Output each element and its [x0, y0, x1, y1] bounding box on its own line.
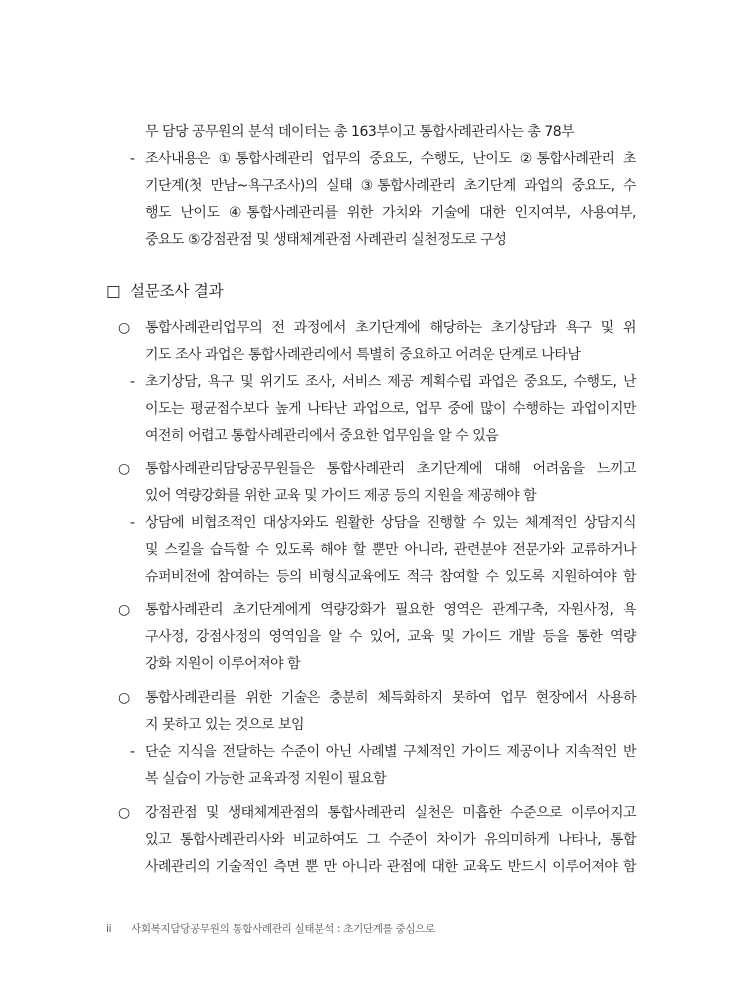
intro-line: 무 담당 공무원의 분석 데이터는 총 163부이고 통합사례관리사는 총 78부 [145, 124, 575, 140]
finding-line: 통합사례관리 초기단계에게 역량강화가 필요한 영역은 관계구축, 자원사정, 욕 [145, 602, 636, 618]
finding-line: 있어 역량강화를 위한 교육 및 가이드 제공 등의 지원을 제공해야 함 [145, 488, 537, 504]
dash-marker: - [130, 151, 136, 167]
finding-detail-line: 슈퍼비전에 참여하는 등의 비형식교육에도 적극 참여할 수 있도록 지원하여야 함 [145, 569, 636, 585]
footer-page-number: ii [106, 923, 112, 935]
finding-detail-line: 여전히 어렵고 통합사례관리에서 중요한 업무임을 알 수 있음 [145, 428, 499, 444]
circle-bullet: ○ [118, 461, 131, 477]
finding-line: 강점관점 및 생태체계관점의 통합사례관리 실천은 미흡한 수준으로 이루어지고 [145, 805, 636, 821]
finding-detail-line: 초기상담, 욕구 및 위기도 조사, 서비스 제공 계획수립 과업은 중요도, 수행도, 난 [145, 374, 636, 390]
finding-line: 지 못하고 있는 것으로 보임 [145, 717, 305, 733]
intro-line: 기단계(첫 만남~욕구조사)의 실태 ③통합사례관리 초기단계 과업의 중요도, 수 [145, 178, 636, 194]
circle-bullet: ○ [118, 602, 131, 618]
dash-marker: - [130, 515, 136, 531]
finding-line: 통합사례관리를 위한 기술은 충분히 체득화하지 못하여 업무 현장에서 사용하 [145, 690, 636, 706]
finding-line: 있고 통합사례관리사와 비교하여도 그 수준이 차이가 유의미하게 나타나, 통합 [145, 832, 636, 848]
finding-detail-line: 상담에 비협조적인 대상자와도 원활한 상담을 진행할 수 있는 체계적인 상담지식 [145, 515, 636, 531]
circle-bullet: ○ [118, 690, 131, 706]
finding-line: 사례관리의 기술적인 측면 뿐 만 아니라 관점에 대한 교육도 반드시 이루어져야 함 [145, 859, 636, 875]
section-heading: 설문조사 결과 [130, 282, 224, 300]
circle-bullet: ○ [118, 805, 131, 821]
circle-bullet: ○ [118, 320, 131, 336]
intro-line: 행도 난이도 ④통합사례관리를 위한 가치와 기술에 대한 인지여부, 사용여부, [145, 205, 636, 221]
dash-marker: - [130, 374, 136, 390]
finding-line: 통합사례관리업무의 전 과정에서 초기단계에 해당하는 초기상담과 욕구 및 위 [145, 320, 636, 336]
square-bullet: □ [106, 282, 121, 300]
finding-detail-line: 및 스킬을 습득할 수 있도록 해야 할 뿐만 아니라, 관련분야 전문가와 교류하거나 [145, 542, 636, 558]
finding-line: 통합사례관리담당공무원들은 통합사례관리 초기단계에 대해 어려움을 느끼고 [145, 461, 636, 477]
dash-marker: - [130, 744, 136, 760]
finding-detail-line: 이도는 평균점수보다 높게 나타난 과업으로, 업무 중에 많이 수행하는 과업이지만 [145, 401, 636, 417]
finding-line: 구사정, 강점사정의 영역임을 알 수 있어, 교육 및 가이드 개발 등을 통한 역량 [145, 629, 636, 645]
finding-detail-line: 복 실습이 가능한 교육과정 지원이 필요함 [145, 771, 387, 787]
finding-detail-line: 단순 지식을 전달하는 수준이 아닌 사례별 구체적인 가이드 제공이나 지속적인 반 [145, 744, 636, 760]
footer-title: 사회복지담당공무원의 통합사례관리 실태분석 : 초기단계를 중심으로 [131, 923, 435, 935]
finding-line: 강화 지원이 이루어져야 함 [145, 656, 301, 672]
finding-line: 기도 조사 과업은 통합사례관리에서 특별히 중요하고 어려운 단계로 나타남 [145, 347, 581, 363]
intro-line: 중요도 ⑤강점관점 및 생태체계관점 사례관리 실천정도로 구성 [145, 232, 507, 248]
intro-line: 조사내용은 ①통합사례관리 업무의 중요도, 수행도, 난이도 ②통합사례관리 초 [145, 151, 636, 167]
